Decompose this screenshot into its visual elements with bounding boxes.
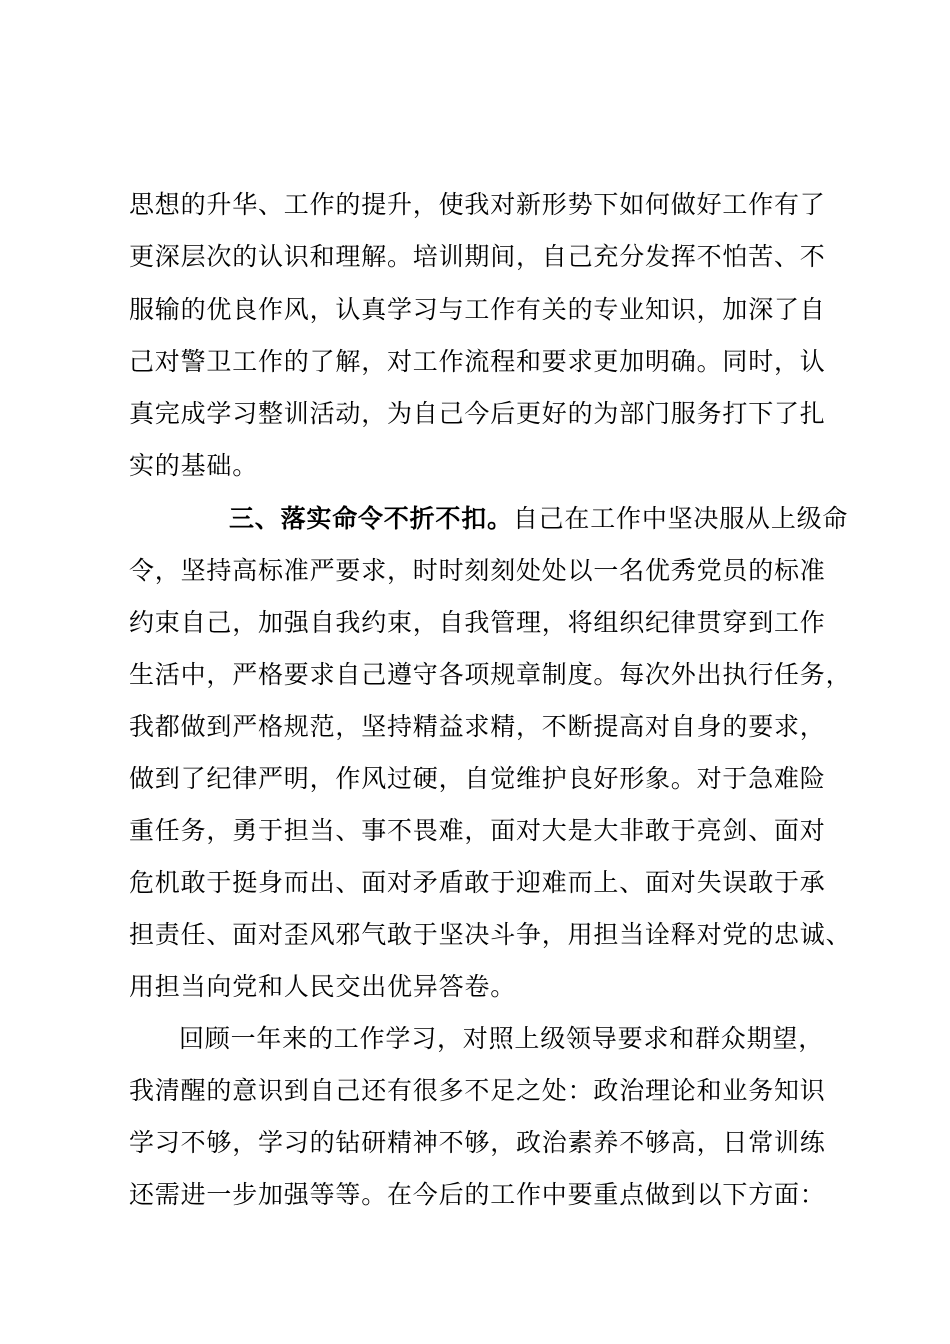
paragraph-line: 还需进一步加强等等。在今后的工作中要重点做到以下方面： xyxy=(129,1180,826,1209)
paragraph-line: 令，坚持高标准严要求，时时刻刻处处以一名优秀党员的标准 xyxy=(129,556,826,585)
section-heading: 三、落实命令不折不扣。 xyxy=(229,504,513,533)
paragraph-line: 己对警卫工作的了解，对工作流程和要求更加明确。同时，认 xyxy=(129,347,826,376)
paragraph-line: 真完成学习整训活动，为自己今后更好的为部门服务打下了扎 xyxy=(129,399,826,428)
paragraph-line: 生活中，严格要求自己遵守各项规章制度。每次外出执行任务， xyxy=(129,660,852,689)
paragraph-line: 更深层次的认识和理解。培训期间，自己充分发挥不怕苦、不 xyxy=(129,242,826,271)
paragraph-line: 服输的优良作风，认真学习与工作有关的专业知识，加深了自 xyxy=(129,295,826,324)
paragraph-line: 学习不够，学习的钻研精神不够，政治素养不够高，日常训练 xyxy=(129,1128,826,1157)
paragraph-line: 危机敢于挺身而出、面对矛盾敢于迎难而上、面对失误敢于承 xyxy=(129,868,826,897)
paragraph-line: 回顾一年来的工作学习，对照上级领导要求和群众期望， xyxy=(179,1024,825,1053)
paragraph-line: 思想的升华、工作的提升，使我对新形势下如何做好工作有了 xyxy=(129,190,826,219)
paragraph-line: 做到了纪律严明，作风过硬，自觉维护良好形象。对于急难险 xyxy=(129,764,826,793)
paragraph-line: 重任务，勇于担当、事不畏难，面对大是大非敢于亮剑、面对 xyxy=(129,816,826,845)
paragraph-text: 自己在工作中坚决服从上级命 xyxy=(512,504,849,533)
paragraph-line: 约束自己，加强自我约束，自我管理，将组织纪律贯穿到工作 xyxy=(129,608,826,637)
paragraph-line: 用担当向党和人民交出优异答卷。 xyxy=(129,972,517,1001)
paragraph-line: 我清醒的意识到自己还有很多不足之处：政治理论和业务知识 xyxy=(129,1076,826,1105)
paragraph-line: 实的基础。 xyxy=(129,451,259,480)
paragraph-line: 担责任、面对歪风邪气敢于坚决斗争，用担当诠释对党的忠诚、 xyxy=(129,920,852,949)
paragraph-first-line xyxy=(229,503,848,535)
paragraph-line: 我都做到严格规范，坚持精益求精，不断提高对自身的要求， xyxy=(129,712,826,741)
